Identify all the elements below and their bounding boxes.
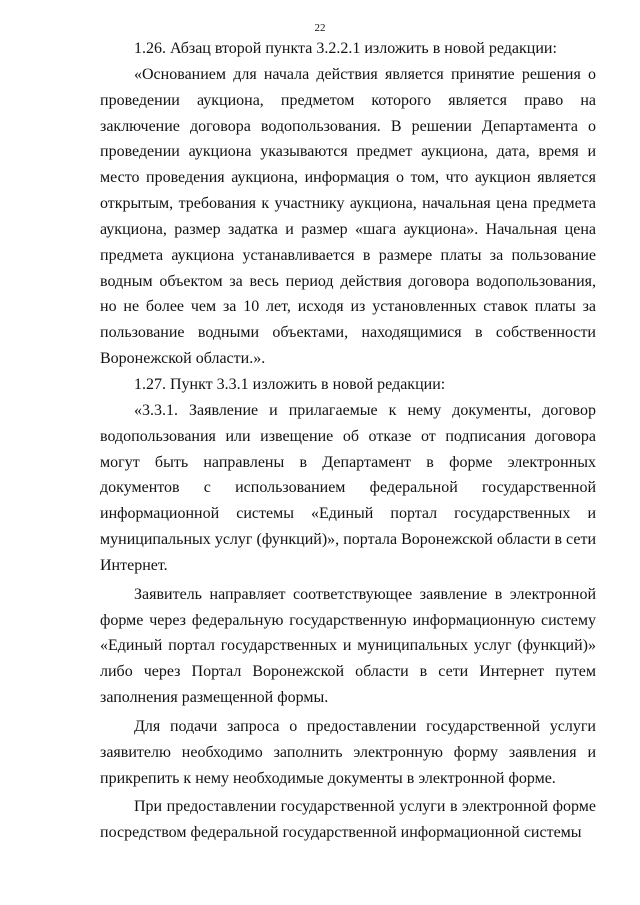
amendment-heading-1-26: 1.26. Абзац второй пункта 3.2.2.1 изложить в новой редакции: xyxy=(134,40,557,57)
quoted-paragraph-3-3-1: «3.3.1. Заявление и прилагаемые к нему документы, договор водопользования или извещение об отказе от подписания договора могут быть направлены в Департамент в форме электронных документов с использованием федеральной государственной информационной системы «Единый портал государственных и муниципальных услуг (функций)», портала Воронежской области в сети Интернет. xyxy=(100,401,596,574)
quoted-paragraph-auction: «Основанием для начала действия является принятие решения о проведении аукциона, предметом которого является право на заключение договора водопользования. В решении Департамента о проведении аукциона указываются предмет аукциона, дата, время и место проведения аукциона, информация о том, что аукцион является открытым, требования к участнику аукциона, начальная цена предмета аукциона, размер задатка и размер «шага аукциона». Начальная цена предмета аукциона устанавливается в размере платы за пользование водным объектом за весь период действия договора водопользования, но не более чем за 10 лет, исходя из установленных ставок платы за пользование водными объектами, находящимися в собственности Воронежской области.». xyxy=(100,65,596,368)
paragraph-request-form: Для подачи запроса о предоставлении государственной услуги заявителю необходимо заполнить электронную форму заявления и прикрепить к нему необходимые документы в электронной форме. xyxy=(100,717,596,787)
page-number: 22 xyxy=(314,22,326,34)
paragraph-applicant-submission: Заявитель направляет соответствующее заявление в электронной форме через федеральную государственную информационную систему «Единый портал государственных и муниципальных услуг (функций)» либо через Портал Воронежской области в сети Интернет путем заполнения размещенной формы. xyxy=(100,585,596,707)
document-body xyxy=(100,36,596,846)
paragraph-electronic-service: При предоставлении государственной услуги в электронной форме посредством федеральной государственной информационной системы xyxy=(100,798,596,842)
amendment-heading-1-27: 1.27. Пункт 3.3.1 изложить в новой редакции: xyxy=(134,375,446,393)
